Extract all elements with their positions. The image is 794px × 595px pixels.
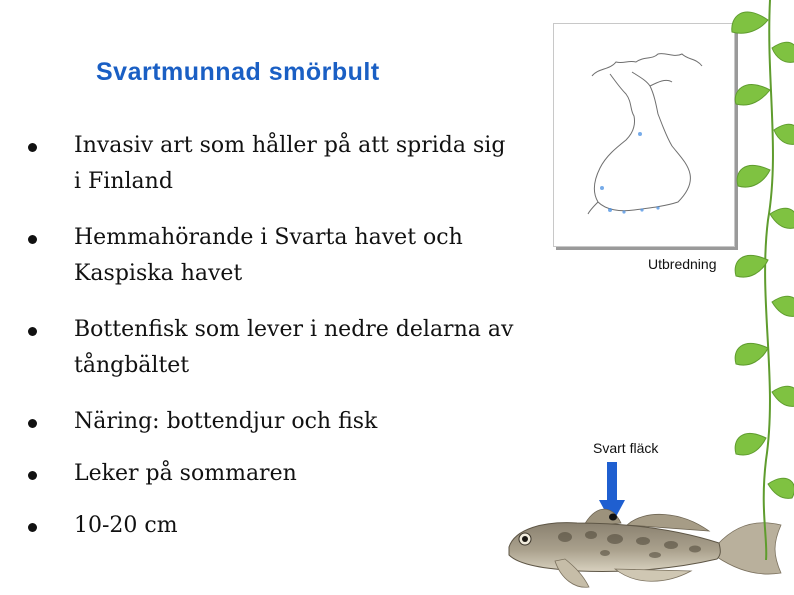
bullet-dot bbox=[28, 471, 37, 480]
bullet-text: 10-20 cm bbox=[74, 513, 178, 538]
vine-leaves-decoration bbox=[722, 0, 794, 560]
bullet-dot bbox=[28, 235, 37, 244]
bullet-dot bbox=[28, 327, 37, 336]
bullet-text: Hemmahörande i Svarta havet och bbox=[74, 225, 463, 250]
bullet-text: i Finland bbox=[74, 169, 173, 194]
map-caption: Utbredning bbox=[648, 256, 717, 272]
spot-caption: Svart fläck bbox=[593, 440, 659, 456]
bullet-text: Kaspiska havet bbox=[74, 261, 243, 286]
bullet-text: Leker på sommaren bbox=[74, 461, 297, 486]
slide-title: Svartmunnad smörbult bbox=[96, 58, 380, 86]
bullet-text: Invasiv art som håller på att sprida sig bbox=[74, 133, 506, 158]
bullet-dot bbox=[28, 419, 37, 428]
bullet-dot bbox=[28, 143, 37, 152]
bullet-text: Bottenfisk som lever i nedre delarna av bbox=[74, 317, 514, 342]
bullet-text: Näring: bottendjur och fisk bbox=[74, 409, 378, 434]
bullet-text: tångbältet bbox=[74, 353, 190, 378]
finland-map-icon bbox=[554, 24, 734, 246]
bullet-dot bbox=[28, 523, 37, 532]
distribution-map bbox=[553, 23, 735, 247]
